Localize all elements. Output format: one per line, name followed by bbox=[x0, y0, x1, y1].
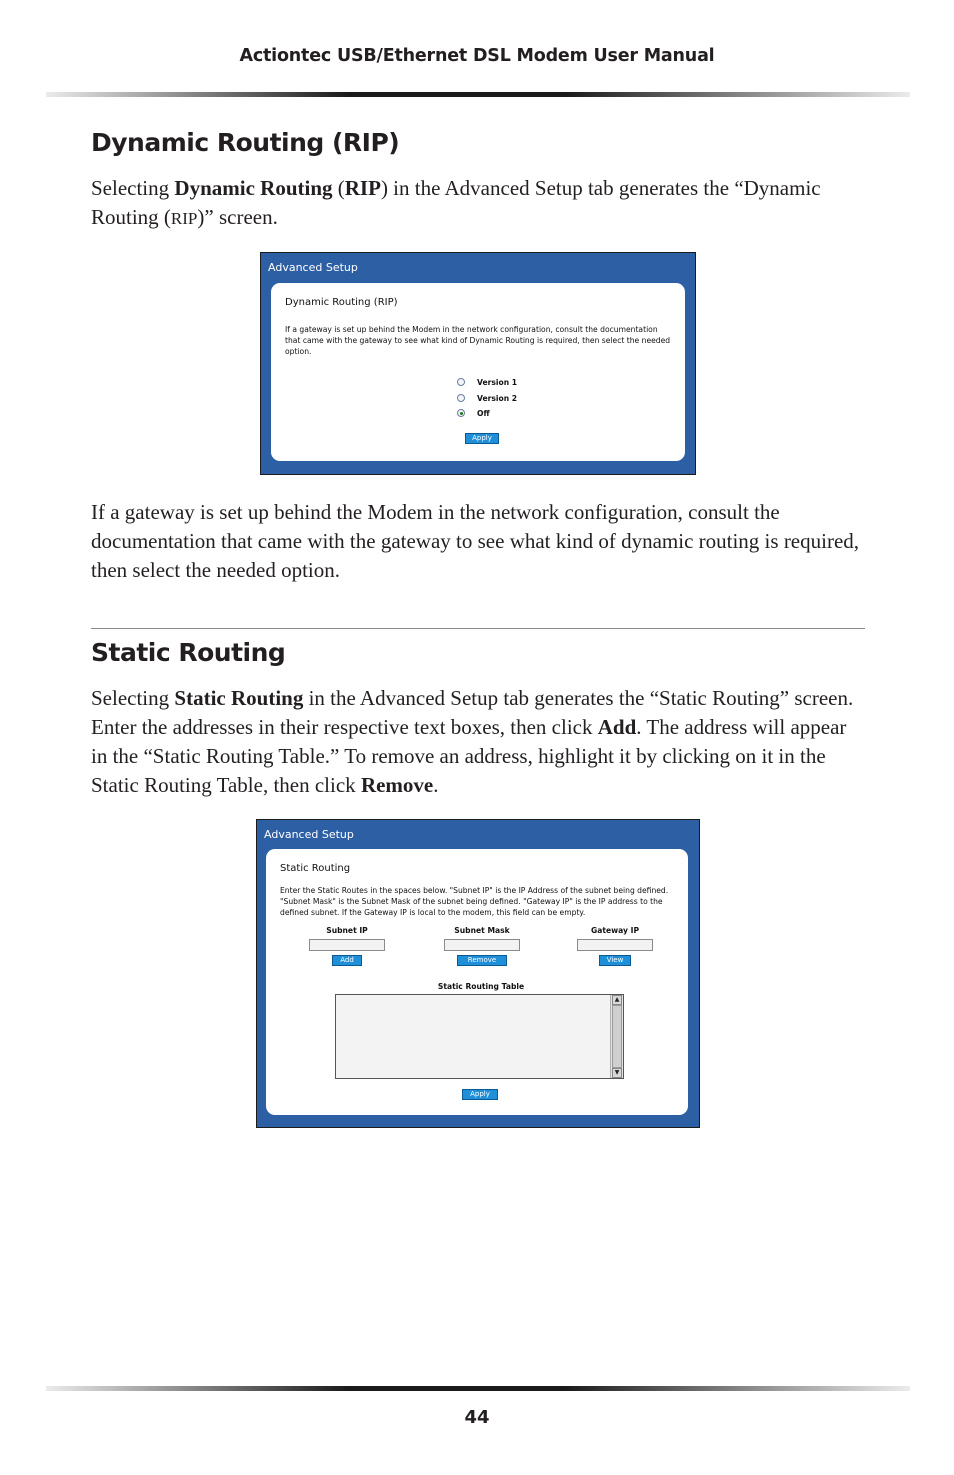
rip-panel-title: Dynamic Routing (RIP) bbox=[285, 297, 398, 308]
subnet-ip-label: Subnet IP bbox=[326, 926, 368, 935]
remove-button[interactable]: Remove bbox=[457, 955, 507, 966]
section-heading-rip: Dynamic Routing (RIP) bbox=[91, 128, 400, 157]
rip-body-paragraph: If a gateway is set up behind the Modem in the network configuration, consult the documentation that came with the gateway to see what kind of dynamic routing is required, then select the needed option. bbox=[91, 500, 860, 582]
rip-option-version-1[interactable] bbox=[457, 375, 517, 389]
add-button[interactable]: Add bbox=[332, 955, 362, 966]
radio-label: Version 1 bbox=[477, 377, 518, 387]
section-divider bbox=[91, 628, 865, 629]
static-routing-panel bbox=[266, 849, 688, 1115]
radio-label: Version 2 bbox=[477, 393, 518, 403]
advanced-setup-tab[interactable]: Advanced Setup bbox=[268, 261, 358, 274]
rip-intro-paragraph: Selecting Dynamic Routing (RIP) in the Advanced Setup tab generates the “Dynamic Routing (RIP)” screen. bbox=[91, 176, 821, 229]
footer-rule bbox=[46, 1386, 910, 1391]
scroll-up-icon[interactable]: ▲ bbox=[612, 995, 622, 1005]
static-routing-table-title: Static Routing Table bbox=[437, 982, 525, 991]
radio-button[interactable] bbox=[457, 394, 465, 402]
radio-button-selected[interactable] bbox=[457, 409, 465, 417]
radio-label: Off bbox=[477, 408, 490, 418]
gateway-ip-input[interactable] bbox=[577, 939, 653, 951]
scroll-down-icon[interactable]: ▼ bbox=[612, 1068, 622, 1078]
static-routing-screenshot bbox=[256, 819, 700, 1128]
scrollbar[interactable] bbox=[610, 995, 623, 1078]
section-heading-static: Static Routing bbox=[91, 638, 286, 667]
rip-option-off[interactable] bbox=[457, 406, 490, 420]
rip-option-version-2[interactable] bbox=[457, 391, 517, 405]
static-panel-title: Static Routing bbox=[280, 863, 351, 874]
view-button[interactable]: View bbox=[599, 955, 631, 966]
page-number: 44 bbox=[464, 1407, 490, 1428]
rip-panel-description: If a gateway is set up behind the Modem in the network configuration, consult the documentation that came with the gateway to see what kind of Dynamic Routing is required, then select the needed option. bbox=[285, 325, 671, 357]
subnet-mask-input[interactable] bbox=[444, 939, 520, 951]
apply-button[interactable]: Apply bbox=[465, 433, 499, 444]
running-head: Actiontec USB/Ethernet DSL Modem User Manual bbox=[239, 46, 715, 66]
rip-screenshot bbox=[260, 252, 696, 475]
gateway-ip-label: Gateway IP bbox=[590, 926, 640, 935]
rip-panel bbox=[271, 283, 685, 461]
static-body-paragraph: Selecting Static Routing in the Advanced Setup tab generates the “Static Routing” screen. Enter the addresses in their respective text boxes, then click Add. The address will appear in the “Static Routing Table.” To remove an address, highlight it by clicking on it in the Static Routing Table, then click Remove. bbox=[91, 686, 854, 797]
scroll-thumb[interactable] bbox=[612, 1005, 622, 1068]
subnet-mask-label: Subnet Mask bbox=[454, 926, 510, 935]
advanced-setup-tab[interactable]: Advanced Setup bbox=[264, 828, 354, 841]
header-rule bbox=[46, 92, 910, 97]
static-routing-table-list[interactable] bbox=[335, 994, 624, 1079]
radio-button[interactable] bbox=[457, 378, 465, 386]
apply-button[interactable]: Apply bbox=[462, 1089, 498, 1100]
subnet-ip-input[interactable] bbox=[309, 939, 385, 951]
static-panel-description: Enter the Static Routes in the spaces below. "Subnet IP" is the IP Address of the subnet being defined. "Subnet Mask" is the Subnet Mask of the subnet being defined. "Gateway IP" is the IP address to the defined subnet. If the Gateway IP is local to the modem, this field can be empty. bbox=[280, 886, 669, 918]
